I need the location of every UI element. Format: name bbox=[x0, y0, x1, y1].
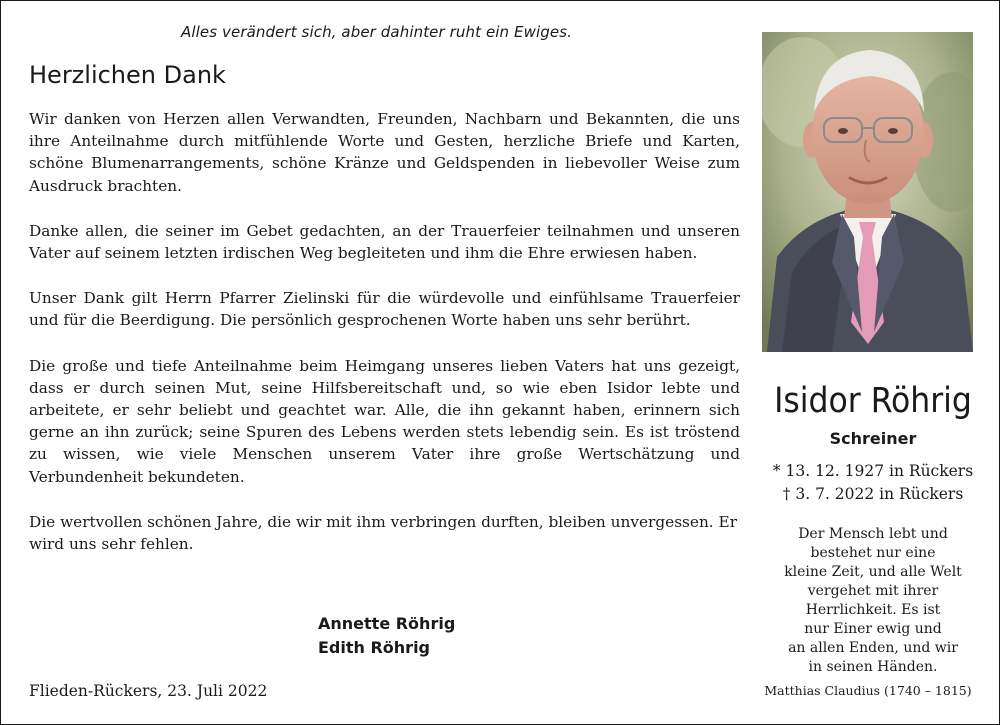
poem-author: Matthias Claudius (1740 – 1815) bbox=[764, 683, 972, 698]
signer-1: Annette Röhrig bbox=[318, 614, 456, 633]
birth-date: * 13. 12. 1927 in Rückers bbox=[772, 462, 974, 480]
poem-line: an allen Enden, und wir bbox=[788, 640, 958, 656]
deceased-profession: Schreiner bbox=[829, 429, 917, 448]
heading-herzlichen-dank: Herzlichen Dank bbox=[29, 61, 226, 89]
signer-2: Edith Röhrig bbox=[318, 638, 431, 657]
deceased-name: Isidor Röhrig bbox=[774, 381, 972, 421]
death-date: † 3. 7. 2022 in Rückers bbox=[782, 485, 964, 503]
paragraph-1: Wir danken von Herzen allen Verwandten, Freunden, Nachbarn und Bekannten, die uns ihre Anteilnahme durch mitfühlende Worte und Gesten, herzliche Briefe und Karten, schöne Blumenarrangements, schöne Kränze und Geldspenden in liebevoller Weise zum Ausdruck brachten. bbox=[29, 110, 740, 195]
poem-line: vergehet mit ihrer bbox=[807, 583, 939, 599]
paragraph-4: Die große und tiefe Anteilnahme beim Heimgang unseres lieben Vaters hat uns gezeigt, dass er durch seinen Mut, seine Hilfsbereitschaft und, so wie eben Isidor lebte und arbeitete, er sehr beliebt und geachtet war. Alle, die ihn gekannt haben, erinnern sich gerne an ihn zurück; seine Spuren des Lebens werden stets lebendig sein. Es ist tröstend zu wissen, wie viele Menschen unserem Vater ihre große Wertschätzung und Verbundenheit bekundeten. bbox=[29, 356, 740, 486]
place-date: Flieden-Rückers, 23. Juli 2022 bbox=[29, 682, 268, 700]
motto: Alles verändert sich, aber dahinter ruht ein Ewiges. bbox=[181, 23, 572, 41]
poem bbox=[753, 525, 993, 677]
poem-line: Herrlichkeit. Es ist bbox=[805, 602, 941, 618]
poem-line: Der Mensch lebt und bbox=[798, 526, 948, 542]
poem-line: nur Einer ewig und bbox=[804, 621, 942, 637]
life-dates bbox=[753, 460, 993, 506]
paragraph-5: Die wertvollen schönen Jahre, die wir mit ihm verbringen durften, bleiben unvergessen. Er wird uns sehr fehlen. bbox=[29, 512, 738, 554]
poem-line: bestehet nur eine bbox=[810, 545, 936, 561]
paragraph-2: Danke allen, die seiner im Gebet gedachten, an der Trauerfeier teilnahmen und unseren Vater auf seinem letzten irdischen Weg begleiteten und ihm die Ehre erwiesen haben. bbox=[29, 221, 740, 263]
portrait-photo bbox=[762, 32, 973, 352]
poem-line: kleine Zeit, und alle Welt bbox=[784, 564, 962, 580]
signers bbox=[318, 612, 455, 660]
thanks-text bbox=[29, 108, 740, 578]
paragraph-3: Unser Dank gilt Herrn Pfarrer Zielinski für die würdevolle und einfühlsame Trauerfeier und für die Beerdigung. Die persönlich gesprochenen Worte haben uns sehr berührt. bbox=[29, 289, 740, 330]
poem-line: in seinen Händen. bbox=[808, 659, 938, 675]
portrait-illustration bbox=[762, 32, 973, 352]
